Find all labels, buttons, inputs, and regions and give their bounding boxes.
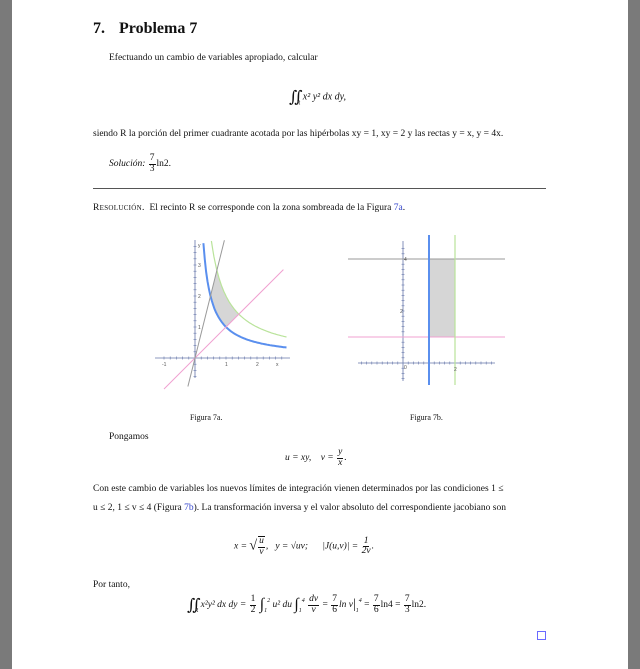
- por-tanto-text: Por tanto,: [93, 580, 130, 590]
- tick-label-v-2: 2: [400, 309, 403, 315]
- limits-line-2: u ≤ 2, 1 ≤ v ≤ 4 (Figura 7b). La transformación inversa y el valor absoluto del correspondiente jacobiano son: [93, 503, 506, 513]
- tick-label-y-2: 2: [198, 294, 201, 300]
- tick-label-v-4: 4: [404, 257, 407, 263]
- shaded-rectangle: [429, 259, 455, 337]
- section-number: 7.: [93, 20, 105, 37]
- tick-label-x-1: 1: [225, 362, 228, 368]
- statement-intro: Efectuando un cambio de variables apropiado, calcular: [109, 53, 318, 63]
- figure-7b-link[interactable]: 7b: [184, 503, 194, 513]
- qed-square-icon: [537, 631, 546, 640]
- resolution-paragraph: Resolución. El recinto R se corresponde con la zona sombreada de la Figura 7a.: [93, 203, 406, 213]
- substitution-formula: u = xy, v = $\frac{y}{x}$ .: [285, 447, 347, 468]
- v-fraction: $\frac{y}{x}$: [338, 447, 343, 468]
- figure-7a: [150, 228, 310, 398]
- double-integral-symbol: ∬: [187, 597, 195, 614]
- integral-symbol: ∫: [294, 596, 299, 613]
- solution: [109, 154, 171, 174]
- pongamos-text: Pongamos: [109, 432, 149, 442]
- integral-symbol: ∫: [259, 596, 265, 613]
- tick-label-y-3: 3: [198, 263, 201, 269]
- section-title: Problema 7: [119, 20, 198, 37]
- inverse-transformation: x = √ $\frac{u}{v}$ , y = √uv; |J(u,v)| = $\frac{1}{2v}$ .: [234, 535, 374, 557]
- resolution-label: Resolución.: [93, 203, 145, 213]
- axis-label-x: x: [276, 362, 279, 368]
- solution-fraction: $\frac{7}{3}$: [149, 153, 155, 174]
- solution-tail: ln2.: [156, 159, 172, 170]
- tick-label-x-2: 2: [256, 362, 259, 368]
- limits-line-1: Con este cambio de variables los nuevos límites de integración vienen determinados por las condiciones 1 ≤: [93, 484, 504, 494]
- region-description: siendo R la porción del primer cuadrante acotada por las hipérbolas xy = 1, xy = 2 y las rectas y = x, y = 4x.: [93, 129, 504, 139]
- section-heading: [93, 20, 197, 38]
- integrand: x² y² dx dy,: [302, 91, 346, 103]
- figure-7a-link[interactable]: 7a: [393, 203, 403, 213]
- tick-label-origin: 0: [404, 365, 407, 371]
- caption-figure-7b: Figura 7b.: [410, 413, 443, 422]
- solution-label: Solución:: [109, 159, 146, 170]
- double-integral-symbol: ∬: [289, 89, 297, 106]
- integral-domain: R: [296, 100, 301, 107]
- tick-label-y-1: 1: [198, 325, 201, 331]
- caption-figure-7a: Figura 7a.: [190, 413, 223, 422]
- horizontal-rule: [93, 188, 546, 189]
- axis-label-y: y: [198, 243, 201, 249]
- final-computation: $∬_R$ x²y² dx dy = $\frac{1}{2}$ $\int_1^2$ u² du $\int_1^4$ $\frac{dv}{v}$ = $\frac{7}{6}$ $\ln v|_1^4$ = $\frac{7}{6}$ ln4 = $\frac{7}{3}$ ln2.: [187, 594, 427, 615]
- document-page: [12, 0, 628, 669]
- tick-label-u-2: 2: [454, 367, 457, 373]
- line-y-x: [164, 270, 283, 389]
- figure-7b: [344, 228, 524, 398]
- u-over-v: $\frac{u}{v}$: [259, 536, 264, 557]
- jacobian-fraction: $\frac{1}{2v}$: [361, 535, 371, 556]
- problem-integral: [289, 87, 346, 107]
- tick-label-x-neg1: -1: [162, 362, 167, 368]
